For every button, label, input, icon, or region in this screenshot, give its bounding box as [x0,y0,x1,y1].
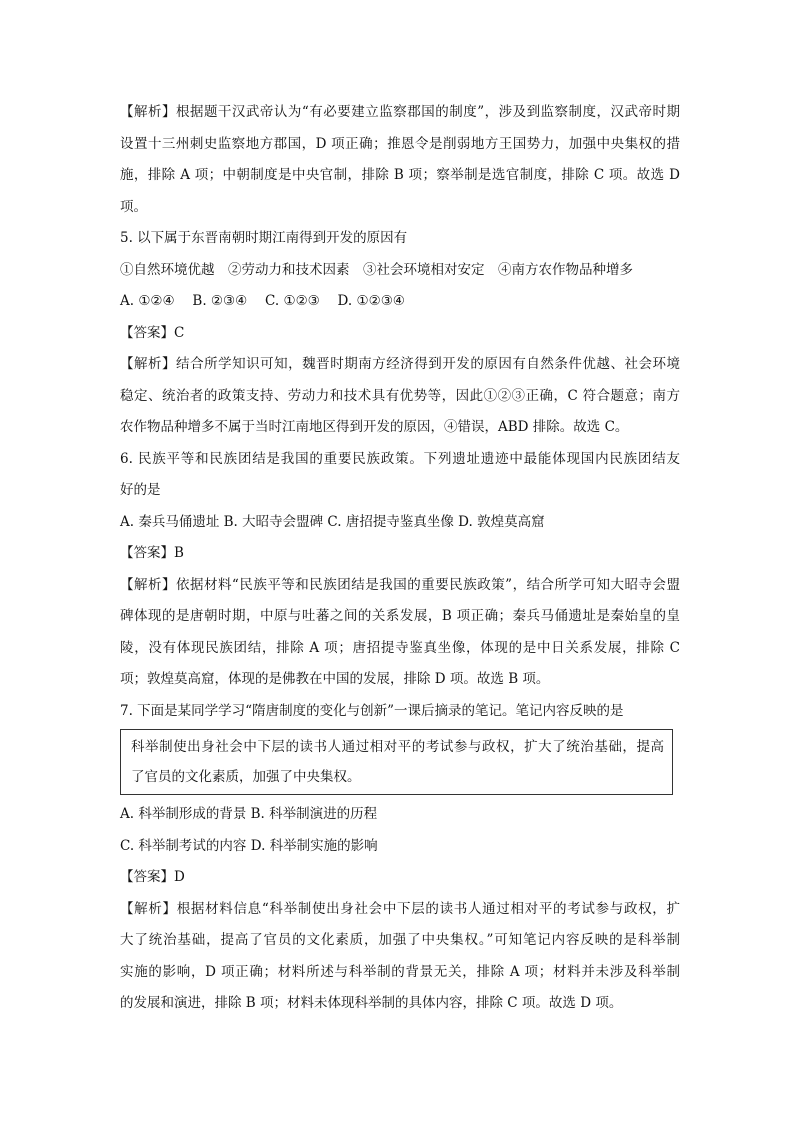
text-line: 项；敦煌莫高窟，体现的是佛教在中国的发展，排除 D 项。故选 B 项。 [120,671,550,687]
text-line: 陵，没有体现民族团结，排除 A 项；唐招提寺鉴真坐像，体现的是中日关系发展，排除 C [120,639,680,656]
text-line: 稳定、统治者的政策支持、劳动力和技术具有优势等，因此①②③正确，C 符合题意；南方 [120,387,680,404]
text-line: 施，排除 A 项；中朝制度是中央官制，排除 B 项；察举制是选官制度，排除 C 项。故选 D [120,167,680,183]
paragraph [120,799,680,831]
text-line: 农作物品种增多不属于当时江南地区得到开发的原因，④错误，ABD 排除。故选 C。 [120,419,629,435]
paragraph [120,97,680,223]
text-line: 好的是 [120,482,161,498]
text-line: A. ①②④ B. ②③④ C. ①②③ D. ①②③④ [120,293,405,309]
text-line: 5. 以下属于东晋南朝时期江南得到开发的原因有 [120,230,408,246]
text-line: 【答案】B [120,545,184,561]
text-line: 【解析】根据题干汉武帝认为“有必要建立监察郡国的制度”，涉及到监察制度，汉武帝时期 [120,104,680,120]
text-line: A. 科举制形成的背景 B. 科举制演进的历程 [120,806,378,822]
text-line: 6. 民族平等和民族团结是我国的重要民族政策。下列遗址遗迹中最能体现国内民族团结友 [120,450,680,467]
paragraph [120,286,680,318]
paragraph [120,318,680,350]
paragraph [120,507,680,539]
paragraph [120,831,680,863]
text-line: 【答案】D [120,869,185,885]
text-line: 【答案】C [120,324,185,341]
text-line: 碑体现的是唐朝时期，中原与吐蕃之间的关系发展，B 项正确；秦兵马俑遗址是秦始皇的皇 [120,608,680,624]
text-line: ①自然环境优越 ②劳动力和技术因素 ③社会环境相对安定 ④南方农作物品种增多 [120,261,633,278]
paragraph [120,223,680,255]
text-line: 【解析】根据材料信息“科举制使出身社会中下层的读书人通过相对平的考试参与政权，扩 [120,900,680,917]
text-line: 设置十三州刺史监察地方郡国，D 项正确；推恩令是削弱地方王国势力，加强中央集权的措 [120,135,680,152]
paragraph [120,349,680,444]
paragraph [120,862,680,894]
text-line: 实施的影响，D 项正确；材料所述与科举制的背景无关，排除 A 项；材料并未涉及科举制 [120,963,680,980]
paragraph [120,570,680,696]
text-line: 【解析】依据材料“民族平等和民族团结是我国的重要民族政策”，结合所学可知大昭寺会盟 [120,576,680,593]
text-line: 项。 [120,198,147,215]
text-line: 【解析】结合所学知识可知，魏晋时期南方经济得到开发的原因有自然条件优越、社会环境 [120,356,680,372]
text-line: 大了统治基础，提高了官员的文化素质，加强了中央集权。”可知笔记内容反映的是科举制 [120,932,680,948]
paragraph [120,444,680,507]
paragraph [120,538,680,570]
text-line: A. 秦兵马俑遗址 B. 大昭寺会盟碑 C. 唐招提寺鉴真坐像 D. 敦煌莫高窟 [120,513,545,530]
document-page [120,97,680,1020]
paragraph [120,696,680,728]
quote-box [120,729,673,795]
text-line: 了官员的文化素质，加强了中央集权。 [131,769,361,785]
text-line: C. 科举制考试的内容 D. 科举制实施的影响 [120,837,378,854]
paragraph [120,894,680,1020]
text-line: 7. 下面是某同学学习“隋唐制度的变化与创新”一课后摘录的笔记。笔记内容反映的是 [120,702,624,719]
text-line: 科举制使出身社会中下层的读书人通过相对平的考试参与政权，扩大了统治基础，提高 [131,739,664,755]
paragraph [120,255,680,287]
text-line: 的发展和演进，排除 B 项；材料未体现科举制的具体内容，排除 C 项。故选 D 项。 [120,995,623,1011]
